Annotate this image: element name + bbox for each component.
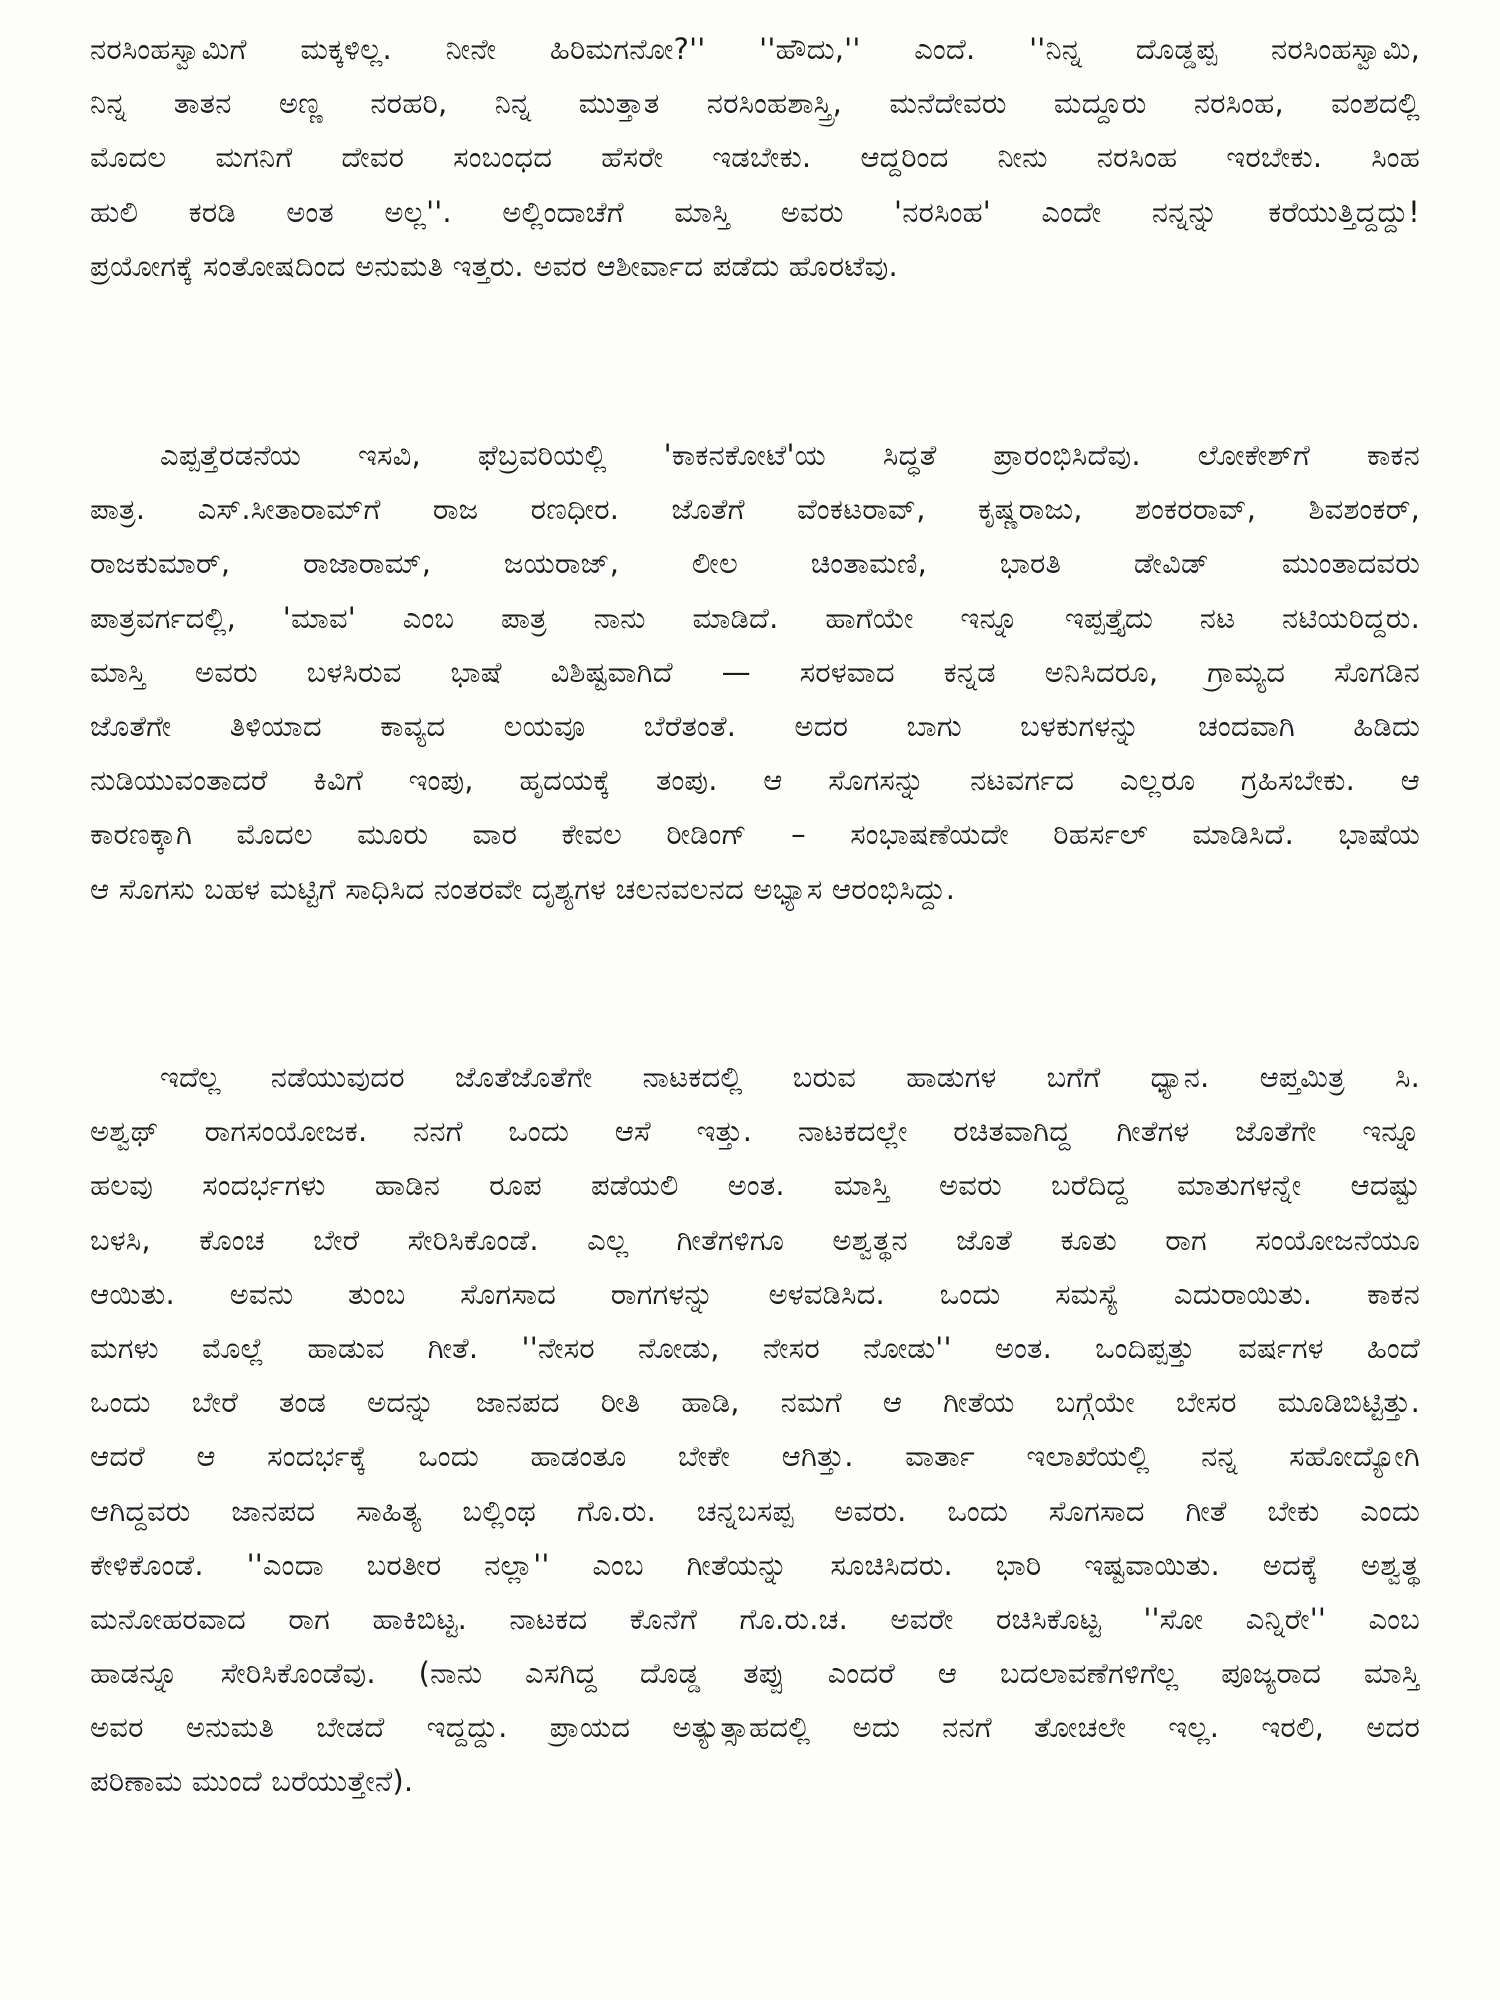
paragraph-1: [90, 22, 1420, 293]
text-line: ಅವರ ಅನುಮತಿ ಬೇಡದೆ ಇದ್ದದ್ದು. ಪ್ರಾಯದ ಅತ್ಯುತ್ಸಾಹದಲ್ಲಿ ಅದು ನನಗೆ ತೋಚಲೇ ಇಲ್ಲ. ಇರಲಿ, ಅದರ: [90, 1710, 1420, 1745]
text-line: ಕಾರಣಕ್ಕಾಗಿ ಮೊದಲ ಮೂರು ವಾರ ಕೇವಲ ರೀಡಿಂಗ್ – ಸಂಭಾಷಣೆಯದೇ ರಿಹರ್ಸಲ್ ಮಾಡಿಸಿದೆ. ಭಾಷೆಯ: [90, 817, 1420, 852]
text-line: ಎಪ್ಪತ್ತೆರಡನೆಯ ಇಸವಿ, ಫೆಬ್ರವರಿಯಲ್ಲಿ 'ಕಾಕನಕೋಟೆ'ಯ ಸಿದ್ಧತೆ ಪ್ರಾರಂಭಿಸಿದೆವು. ಲೋಕೇಶ್‌ಗೆ ಕಾಕನ: [160, 438, 1420, 472]
text-line: ನುಡಿಯುವಂತಾದರೆ ಕಿವಿಗೆ ಇಂಪು, ಹೃದಯಕ್ಕೆ ತಂಪು. ಆ ಸೊಗಸನ್ನು ನಟವರ್ಗದ ಎಲ್ಲರೂ ಗ್ರಹಿಸಬೇಕು. ಆ: [90, 763, 1420, 798]
text-line: ಹಲವು ಸಂದರ್ಭಗಳು ಹಾಡಿನ ರೂಪ ಪಡೆಯಲಿ ಅಂತ. ಮಾಸ್ತಿ ಅವರು ಬರೆದಿದ್ದ ಮಾತುಗಳನ್ನೇ ಆದಷ್ಟು: [90, 1168, 1420, 1203]
text-line: ಮೊದಲ ಮಗನಿಗೆ ದೇವರ ಸಂಬಂಧದ ಹೆಸರೇ ಇಡಬೇಕು. ಆದ್ದರಿಂದ ನೀನು ನರಸಿಂಹ ಇರಬೇಕು. ಸಿಂಹ: [90, 140, 1420, 175]
text-line: ಆ ಸೊಗಸು ಬಹಳ ಮಟ್ಟಿಗೆ ಸಾಧಿಸಿದ ನಂತರವೇ ದೃಶ್ಯಗಳ ಚಲನವಲನದ ಅಭ್ಯಾಸ ಆರಂಭಿಸಿದ್ದು.: [90, 871, 956, 906]
text-line: ಮಾಸ್ತಿ ಅವರು ಬಳಸಿರುವ ಭಾಷೆ ವಿಶಿಷ್ಟವಾಗಿದೆ — ಸರಳವಾದ ಕನ್ನಡ ಅನಿಸಿದರೂ, ಗ್ರಾಮ್ಯದ ಸೊಗಡಿನ: [90, 654, 1420, 689]
text-line: ಪರಿಣಾಮ ಮುಂದೆ ಬರೆಯುತ್ತೇನೆ).: [90, 1764, 414, 1799]
text-line: ಇದೆಲ್ಲ ನಡೆಯುವುದರ ಜೊತೆಜೊತೆಗೇ ನಾಟಕದಲ್ಲಿ ಬರುವ ಹಾಡುಗಳ ಬಗೆಗೆ ಧ್ಯಾನ. ಆಪ್ತಮಿತ್ರ ಸಿ.: [160, 1060, 1420, 1094]
text-line: ಬಳಸಿ, ಕೊಂಚ ಬೇರೆ ಸೇರಿಸಿಕೊಂಡೆ. ಎಲ್ಲ ಗೀತೆಗಳಿಗೂ ಅಶ್ವತ್ಥನ ಜೊತೆ ಕೂತು ರಾಗ ಸಂಯೋಜನೆಯೂ: [90, 1222, 1420, 1257]
text-line: ಪಾತ್ರ. ಎಸ್.ಸೀತಾರಾಮ್‌ಗೆ ರಾಜ ರಣಧೀರ. ಜೊತೆಗೆ ವೆಂಕಟರಾವ್, ಕೃಷ್ಣರಾಜು, ಶಂಕರರಾವ್, ಶಿವಶಂಕರ್,: [90, 492, 1420, 527]
text-line: ಆಗಿದ್ದವರು ಜಾನಪದ ಸಾಹಿತ್ಯ ಬಲ್ಲಿಂಥ ಗೊ.ರು. ಚನ್ನಬಸಪ್ಪ ಅವರು. ಒಂದು ಸೊಗಸಾದ ಗೀತೆ ಬೇಕು ಎಂದು: [90, 1493, 1420, 1528]
paragraph-2: [90, 428, 1420, 916]
text-line: ಹುಲಿ ಕರಡಿ ಅಂತ ಅಲ್ಲ''. ಅಲ್ಲಿಂದಾಚೆಗೆ ಮಾಸ್ತಿ ಅವರು 'ನರಸಿಂಹ' ಎಂದೇ ನನ್ನನ್ನು ಕರೆಯುತ್ತಿದ್ದದ್ದು!: [90, 194, 1420, 229]
text-line: ಅಶ್ವಥ್ ರಾಗಸಂಯೋಜಕ. ನನಗೆ ಒಂದು ಆಸೆ ಇತ್ತು. ನಾಟಕದಲ್ಲೇ ರಚಿತವಾಗಿದ್ದ ಗೀತೆಗಳ ಜೊತೆಗೇ ಇನ್ನೂ: [90, 1114, 1420, 1149]
text-line: ನಿನ್ನ ತಾತನ ಅಣ್ಣ ನರಹರಿ, ನಿನ್ನ ಮುತ್ತಾತ ನರಸಿಂಹಶಾಸ್ತ್ರಿ, ಮನೆದೇವರು ಮದ್ದೂರು ನರಸಿಂಹ, ವಂಶದಲ್ಲಿ: [90, 86, 1420, 121]
text-line: ಮಗಳು ಮೊಲ್ಲೆ ಹಾಡುವ ಗೀತೆ. ''ನೇಸರ ನೋಡು, ನೇಸರ ನೋಡು'' ಅಂತ. ಒಂದಿಪ್ಪತ್ತು ವರ್ಷಗಳ ಹಿಂದೆ: [90, 1330, 1420, 1365]
text-line: ಹಾಡನ್ನೂ ಸೇರಿಸಿಕೊಂಡೆವು. (ನಾನು ಎಸಗಿದ್ದ ದೊಡ್ಡ ತಪ್ಪು ಎಂದರೆ ಆ ಬದಲಾವಣೆಗಳಿಗೆಲ್ಲ ಪೂಜ್ಯರಾದ ಮಾಸ್ತಿ: [90, 1656, 1420, 1691]
text-line: ಆದರೆ ಆ ಸಂದರ್ಭಕ್ಕೆ ಒಂದು ಹಾಡಂತೂ ಬೇಕೇ ಆಗಿತ್ತು. ವಾರ್ತಾ ಇಲಾಖೆಯಲ್ಲಿ ನನ್ನ ಸಹೋದ್ಯೋಗಿ: [90, 1439, 1420, 1474]
text-line: ಒಂದು ಬೇರೆ ತಂಡ ಅದನ್ನು ಜಾನಪದ ರೀತಿ ಹಾಡಿ, ನಮಗೆ ಆ ಗೀತೆಯ ಬಗ್ಗೆಯೇ ಬೇಸರ ಮೂಡಿಬಿಟ್ಟಿತ್ತು.: [90, 1385, 1420, 1420]
text-line: ಮನೋಹರವಾದ ರಾಗ ಹಾಕಿಬಿಟ್ಟ. ನಾಟಕದ ಕೊನೆಗೆ ಗೊ.ರು.ಚ. ಅವರೇ ರಚಿಸಿಕೊಟ್ಟ ''ಸೋ ಎನ್ನಿರೇ'' ಎಂಬ: [90, 1601, 1420, 1636]
text-line: ಕೇಳಿಕೊಂಡೆ. ''ಎಂದಾ ಬರತೀರ ನಲ್ಲಾ'' ಎಂಬ ಗೀತೆಯನ್ನು ಸೂಚಿಸಿದರು. ಭಾರಿ ಇಷ್ಟವಾಯಿತು. ಅದಕ್ಕೆ ಅಶ್ವತ್ಥ: [90, 1547, 1420, 1582]
text-line: ನರಸಿಂಹಸ್ವಾಮಿಗೆ ಮಕ್ಕಳಿಲ್ಲ. ನೀನೇ ಹಿರಿಮಗನೋ?'' ''ಹೌದು,'' ಎಂದೆ. ''ನಿನ್ನ ದೊಡ್ಡಪ್ಪ ನರಸಿಂಹಸ್ವಾಮಿ,: [90, 32, 1420, 66]
text-line: ಪಾತ್ರವರ್ಗದಲ್ಲಿ, 'ಮಾವ' ಎಂಬ ಪಾತ್ರ ನಾನು ಮಾಡಿದೆ. ಹಾಗೆಯೇ ಇನ್ನೂ ಇಪ್ಪತ್ತೈದು ನಟ ನಟಿಯರಿದ್ದರು.: [90, 600, 1420, 635]
text-line: ಪ್ರಯೋಗಕ್ಕೆ ಸಂತೋಷದಿಂದ ಅನುಮತಿ ಇತ್ತರು. ಅವರ ಆಶೀರ್ವಾದ ಪಡೆದು ಹೊರಟೆವು.: [90, 248, 898, 283]
text-line: ಜೊತೆಗೇ ತಿಳಿಯಾದ ಕಾವ್ಯದ ಲಯವೂ ಬೆರೆತಂತೆ. ಅದರ ಬಾಗು ಬಳಕುಗಳನ್ನು ಚಂದವಾಗಿ ಹಿಡಿದು: [90, 708, 1420, 743]
text-line: ರಾಜಕುಮಾರ್, ರಾಜಾರಾಮ್, ಜಯರಾಜ್, ಲೀಲ ಚಿಂತಾಮಣಿ, ಭಾರತಿ ಡೇವಿಡ್ ಮುಂತಾದವರು: [90, 546, 1420, 581]
text-line: ಆಯಿತು. ಅವನು ತುಂಬ ಸೊಗಸಾದ ರಾಗಗಳನ್ನು ಅಳವಡಿಸಿದ. ಒಂದು ಸಮಸ್ಯೆ ಎದುರಾಯಿತು. ಕಾಕನ: [90, 1276, 1420, 1311]
paragraph-3: [90, 1050, 1420, 1809]
